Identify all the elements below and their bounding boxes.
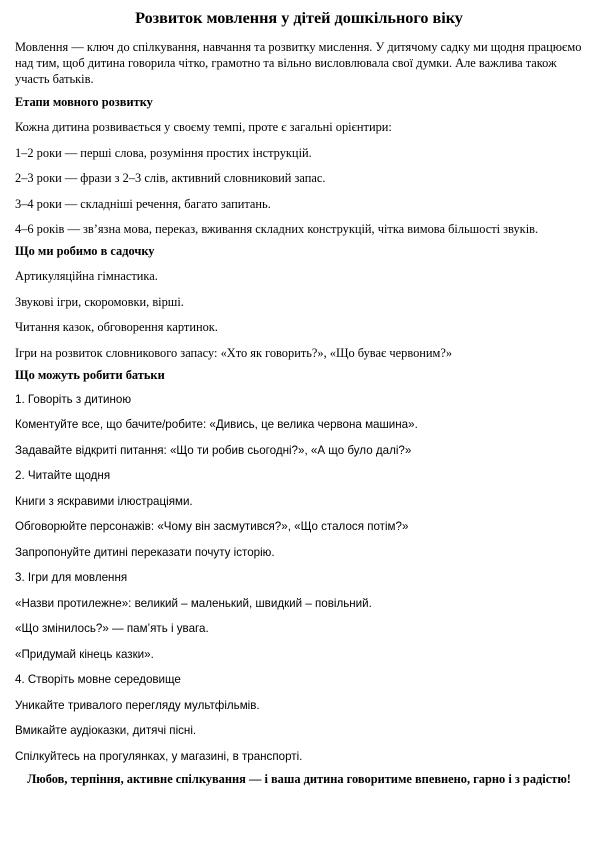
parents-item: Запропонуйте дитині переказати почуту історію.: [15, 545, 275, 559]
kindergarten-item: Артикуляційна гімнастика.: [15, 269, 158, 283]
document-page: [15, 8, 583, 838]
parents-subsection-title: 3. Ігри для мовлення: [15, 571, 128, 584]
parents-item: Вмикайте аудіоказки, дитячі пісні.: [15, 724, 197, 737]
stage-item: 2–3 роки — фрази з 2–3 слів, активний словниковий запас.: [15, 171, 326, 185]
kindergarten-item: Звукові ігри, скоромовки, вірші.: [15, 294, 184, 309]
parents-subsection-title: 2. Читайте щодня: [15, 469, 111, 482]
closing-statement: Любов, терпіння, активне спілкування — і ваша дитина говоритиме впевнено, гарно і з радістю!: [27, 771, 571, 786]
document-title: Розвиток мовлення у дітей дошкільного віку: [135, 9, 463, 27]
parents-item: Задавайте відкриті питання: «Що ти робив сьогодні?», «А що було далі?»: [15, 443, 412, 457]
parents-subsection-title: 4. Створіть мовне середовище: [15, 673, 181, 686]
kindergarten-item: Читання казок, обговорення картинок.: [15, 320, 218, 334]
stage-item: 1–2 роки — перші слова, розуміння простих інструкцій.: [15, 145, 312, 160]
parents-item: «Придумай кінець казки».: [15, 647, 154, 661]
stage-item: 4–6 років — зв’язна мова, переказ, вживання складних конструкцій, чітка вимова більшості звуків.: [15, 222, 539, 236]
parents-item: Спілкуйтесь на прогулянках, у магазині, в транспорті.: [15, 749, 303, 763]
parents-item: Книги з яскравими ілюстраціями.: [15, 494, 193, 508]
parents-item: Коментуйте все, що бачите/робите: «Дивись, це велика червона машина».: [15, 418, 418, 431]
section-heading-kindergarten: Що ми робимо в садочку: [15, 244, 155, 258]
section-heading-stages: Етапи мовного розвитку: [15, 95, 153, 109]
stages-lead: Кожна дитина розвивається у своєму темпі, проте є загальні орієнтири:: [15, 120, 392, 134]
parents-item: «Що змінилось?» — пам’ять і увага.: [15, 622, 209, 635]
intro-paragraph: Мовлення — ключ до спілкування, навчання та розвитку мислення. У дитячому садку ми щодня працюємо над тим, щоб дитина говорила чітко, грамотно та вільно висловлювала свої думки. Але важлива також участь батьків.: [15, 40, 582, 86]
parents-subsection-title: 1. Говоріть з дитиною: [15, 392, 132, 406]
parents-item: Уникайте тривалого перегляду мультфільмів.: [15, 698, 260, 712]
kindergarten-item: Ігри на розвиток словникового запасу: «Хто як говорить?», «Що буває червоним?»: [15, 345, 453, 360]
parents-item: Обговорюйте персонажів: «Чому він засмутився?», «Що сталося потім?»: [15, 520, 409, 533]
section-heading-parents: Що можуть робити батьки: [15, 367, 165, 382]
stage-item: 3–4 роки — складніші речення, багато запитань.: [15, 196, 271, 211]
parents-item: «Назви протилежне»: великий – маленький, швидкий – повільний.: [15, 596, 372, 610]
